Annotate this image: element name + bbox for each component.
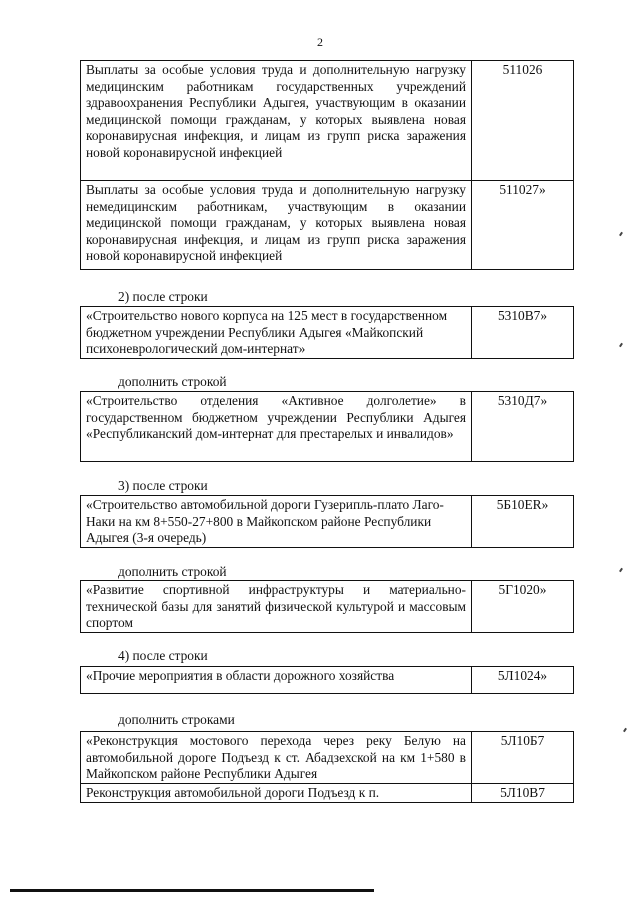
row-code: 5310Д7» [472,392,574,462]
bottom-scan-rule [10,889,374,892]
row-description: «Прочие мероприятия в области дорожного хозяйства [81,667,472,694]
section-label: дополнить строкой [118,564,227,579]
section-label: дополнить строками [118,712,235,727]
budget-table-1 [80,60,574,270]
table-row [81,496,574,548]
row-code: 511026 [472,61,574,181]
budget-table-6 [80,666,574,694]
table-row [81,181,574,270]
scan-speck [619,568,623,572]
budget-table-4 [80,495,574,548]
table-row [81,392,574,462]
row-description: Выплаты за особые условия труда и дополнительную нагрузку медицинским работникам государственных учреждений здравоохранения Республики Адыгея, участвующим в оказании медицинской помощи гражданам, у которых выявлена новая коронавирусная инфекция, и лицам из групп риска заражения новой коронавирусной инфекцией [81,61,472,181]
row-code: 5Л10В7 [472,784,574,803]
row-description: «Строительство нового корпуса на 125 мест в государственном бюджетном учреждении Республики Адыгея «Майкопский психоневрологический дом-интернат» [81,307,472,359]
budget-table-5 [80,580,574,633]
row-code: 5Б10ER» [472,496,574,548]
page-number: 2 [317,35,323,49]
budget-table-7 [80,731,574,803]
row-code: 511027» [472,181,574,270]
table-row [81,732,574,784]
row-description: «Развитие спортивной инфраструктуры и материально-технической базы для занятий физической культурой и массовым спортом [81,581,472,633]
table-row [81,667,574,694]
row-code: 5Л10Б7 [472,732,574,784]
row-code: 5Л1024» [472,667,574,694]
table-row [81,61,574,181]
section-label: 3) после строки [118,478,208,493]
section-label: дополнить строкой [118,374,227,389]
section-label: 2) после строки [118,289,208,304]
scan-speck [619,343,623,347]
table-row [81,307,574,359]
row-code: 5Г1020» [472,581,574,633]
row-description: «Реконструкция мостового перехода через реку Белую на автомобильной дороге Подъезд к ст. Абадзехской на км 1+580 в Майкопском районе Республики Адыгея [81,732,472,784]
budget-table-2 [80,306,574,359]
row-code: 5310В7» [472,307,574,359]
table-row [81,784,574,803]
scan-speck [619,232,623,236]
scan-speck [623,728,627,732]
row-description: «Строительство автомобильной дороги Гузерипль-плато Лаго-Наки на км 8+550-27+800 в Майкопском районе Республики Адыгея (3-я очередь) [81,496,472,548]
budget-table-3 [80,391,574,462]
section-label: 4) после строки [118,648,208,663]
table-row [81,581,574,633]
row-description: Реконструкция автомобильной дороги Подъезд к п. [81,784,472,803]
row-description: Выплаты за особые условия труда и дополнительную нагрузку немедицинским работникам, участвующим в оказании медицинской помощи гражданам, у которых выявлена новая коронавирусная инфекция, и лицам из групп риска заражения новой коронавирусной инфекцией [81,181,472,270]
row-description: «Строительство отделения «Активное долголетие» в государственном бюджетном учреждении Республики Адыгея «Республиканский дом-интернат для престарелых и инвалидов» [81,392,472,462]
